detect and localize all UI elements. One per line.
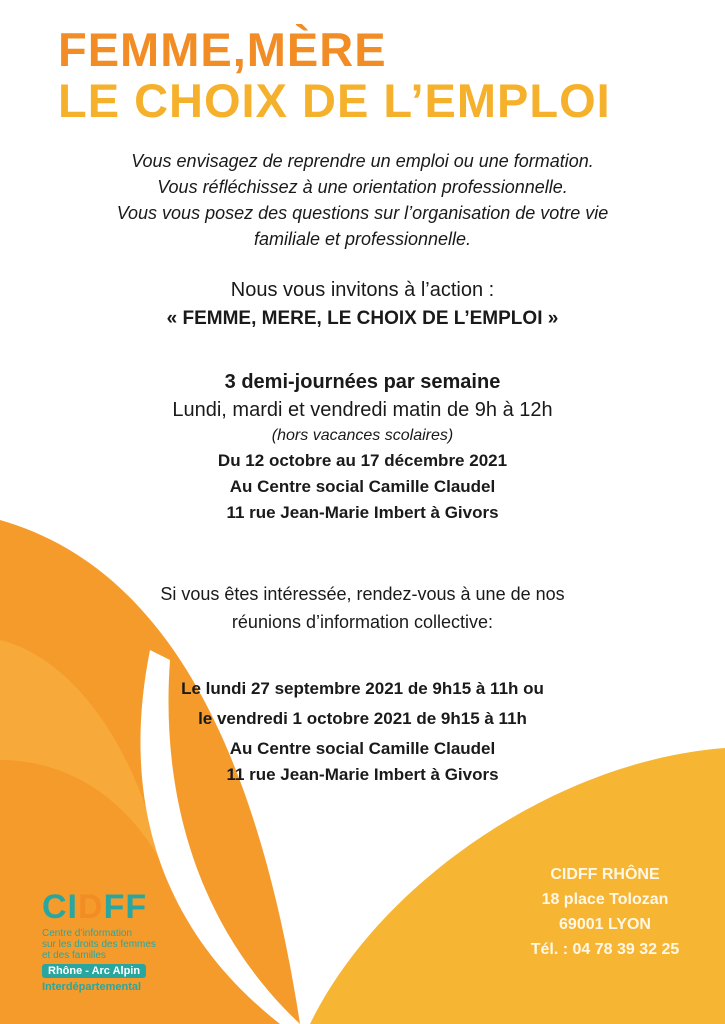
logo-subtitle-3: et des familles (42, 950, 106, 961)
info-line-1: Si vous êtes intéressée, rendez-vous à une de nos (160, 584, 565, 604)
title-line-1: FEMME,MÈRE (58, 23, 387, 76)
contact-phone: Tél. : 04 78 39 32 25 (530, 941, 680, 958)
contact-street: 18 place Tolozan (541, 891, 669, 908)
intro-line: Vous envisagez de reprendre un emploi ou une formation. (131, 151, 594, 171)
schedule-venue: Au Centre social Camille Claudel (229, 477, 496, 496)
session-1: Le lundi 27 septembre 2021 de 9h15 à 11h ou (181, 679, 544, 698)
contact-block (505, 862, 705, 962)
info-line-2: réunions d’information collective: (231, 612, 494, 632)
schedule-address: 11 rue Jean-Marie Imbert à Givors (226, 503, 499, 522)
logo-subtitle-2: sur les droits des femmes (42, 939, 156, 950)
contact-city: 69001 LYON (559, 916, 651, 933)
schedule-dates: Du 12 octobre au 17 décembre 2021 (217, 451, 508, 470)
logo-brand-accent: D (78, 888, 104, 926)
logo-wordmark (42, 890, 212, 924)
action-name: « FEMME, MERE, LE CHOIX DE L’EMPLOI » (166, 308, 559, 329)
intro-line: Vous vous posez des questions sur l’organisation de votre vie (116, 203, 609, 223)
logo-brand-right: FF (103, 888, 148, 926)
logo-region-badge: Rhône - Arc Alpin (42, 964, 146, 978)
poster-title (58, 23, 611, 127)
title-line-2: LE CHOIX DE L’EMPLOI (58, 74, 611, 127)
session-venue: Au Centre social Camille Claudel (229, 739, 496, 758)
intro-line: Vous réfléchissez à une orientation professionnelle. (157, 177, 568, 197)
schedule-note: (hors vacances scolaires) (271, 427, 454, 444)
session-2: le vendredi 1 octobre 2021 de 9h15 à 11h (198, 709, 527, 728)
schedule-days: Lundi, mardi et vendredi matin de 9h à 12h (172, 399, 553, 421)
intro-line: familiale et professionnelle. (253, 229, 472, 249)
logo-scope: Interdépartemental (42, 981, 142, 993)
logo-brand-left: CI (42, 888, 78, 926)
logo-subtitle-1: Centre d’information (42, 928, 133, 939)
contact-name: CIDFF RHÔNE (550, 866, 660, 883)
schedule-heading: 3 demi-journées par semaine (224, 371, 501, 393)
invitation (0, 276, 725, 334)
schedule-block (0, 368, 725, 526)
intro-text (0, 148, 725, 252)
info-sessions (0, 674, 725, 788)
invitation-lead: Nous vous invitons à l’action : (230, 279, 495, 301)
session-address: 11 rue Jean-Marie Imbert à Givors (226, 765, 499, 784)
cidff-logo (42, 890, 212, 993)
info-text (0, 580, 725, 636)
